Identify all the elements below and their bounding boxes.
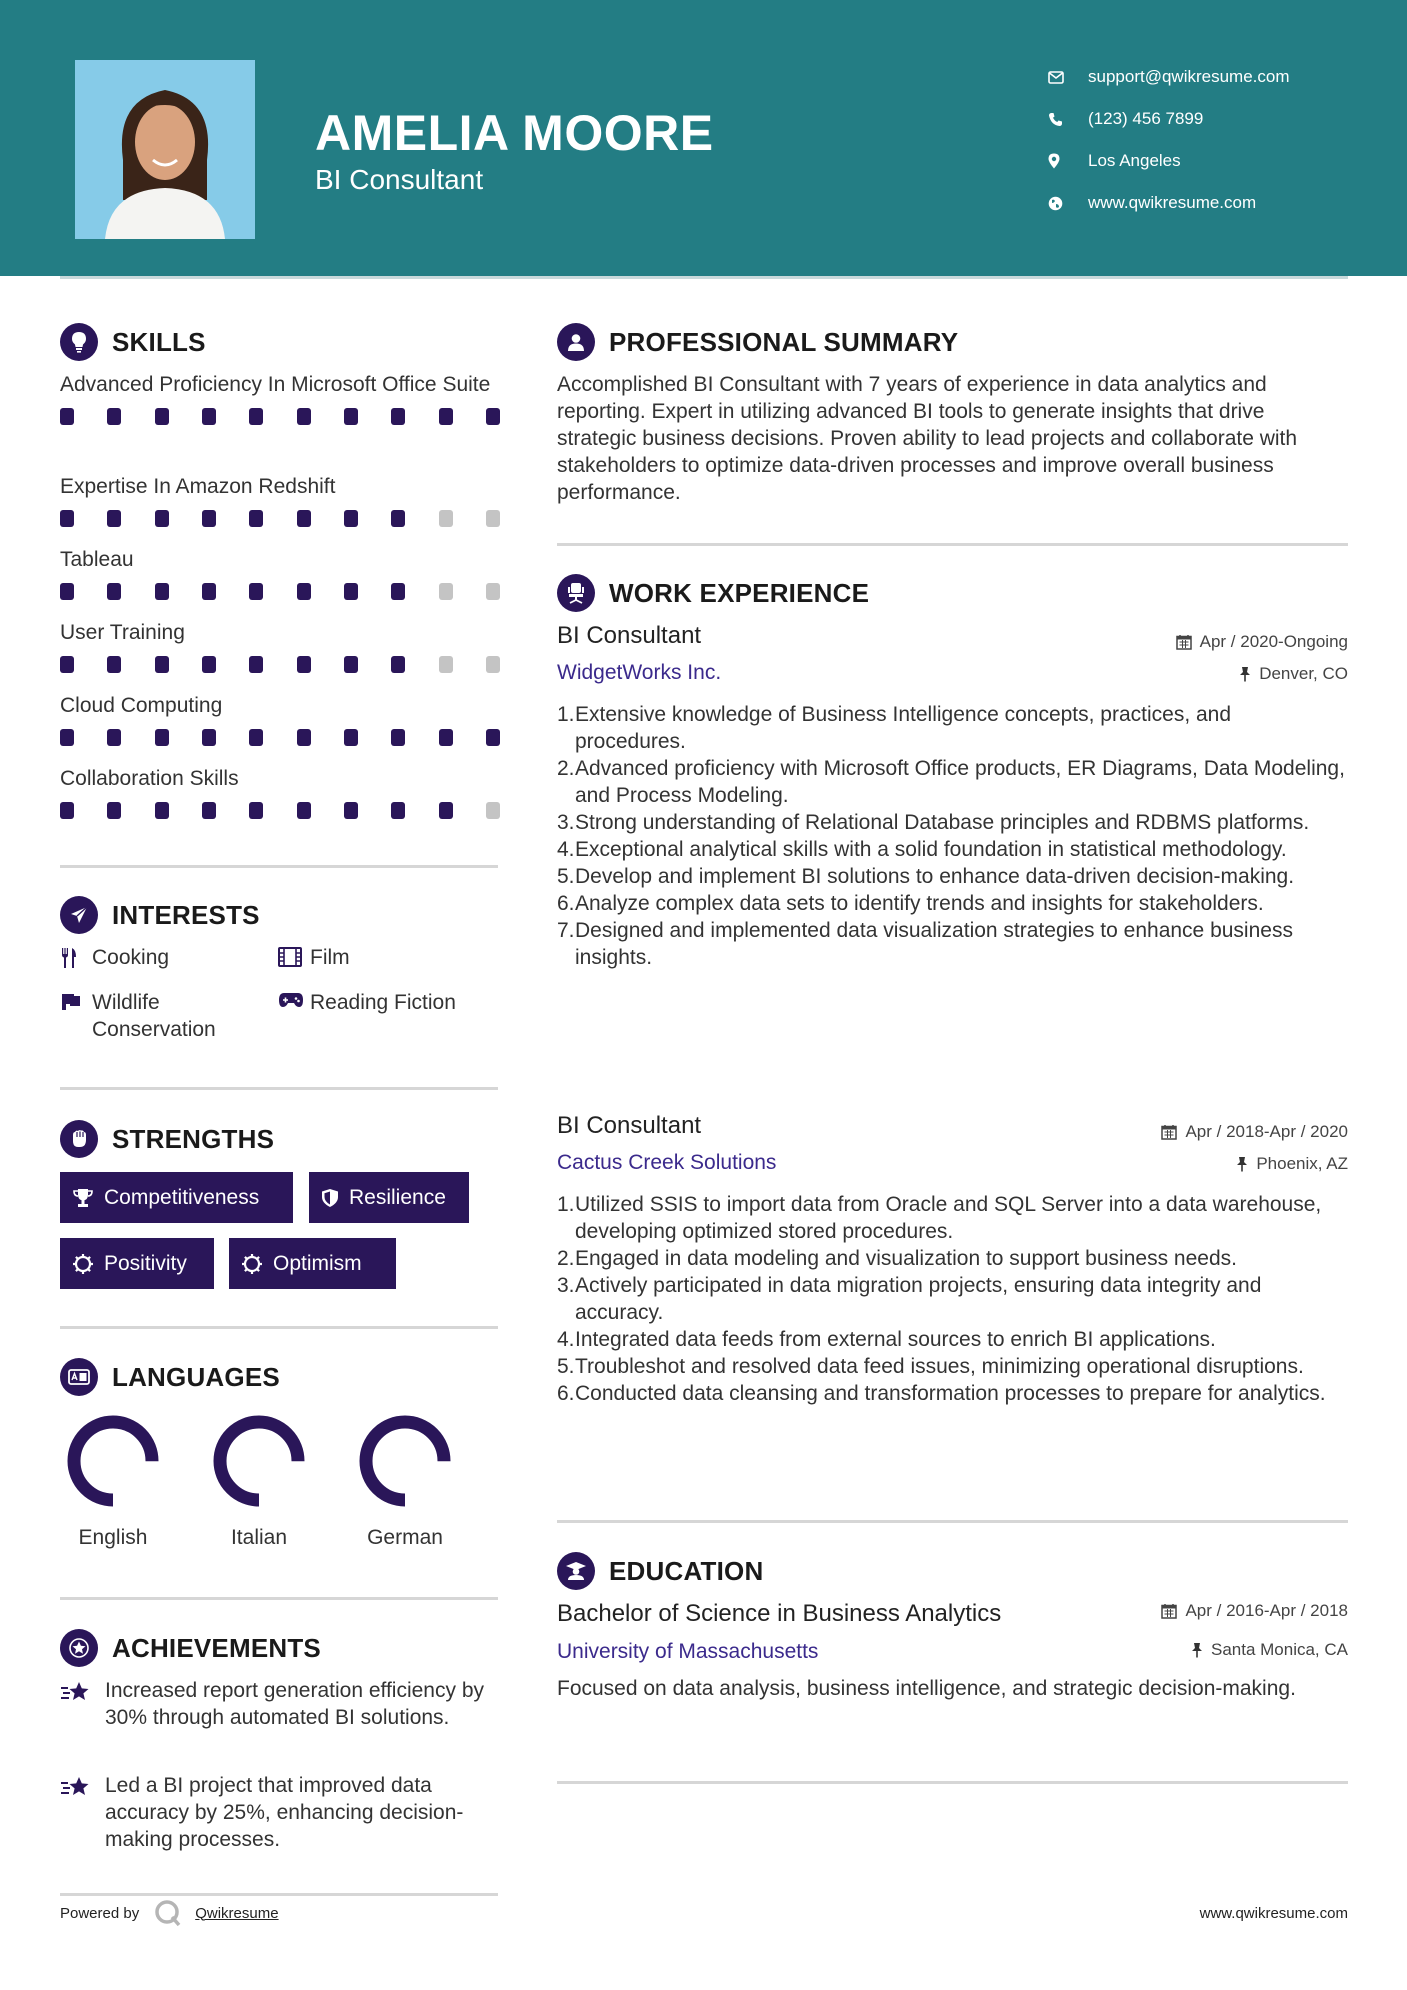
- rating-dot-filled: [297, 802, 311, 819]
- office-chair-icon: [557, 574, 595, 612]
- qwikresume-link[interactable]: Qwikresume: [195, 1904, 279, 1922]
- strength-label: Positivity: [104, 1251, 187, 1275]
- strength-label: Optimism: [273, 1251, 362, 1275]
- footer-powered-by: [60, 1898, 279, 1928]
- skill-rating: [60, 729, 500, 746]
- shield-icon: [321, 1188, 339, 1208]
- job-dates-text: Apr / 2020-Ongoing: [1199, 632, 1348, 651]
- calendar-icon: [1161, 1603, 1177, 1619]
- rating-dot-filled: [344, 583, 358, 600]
- achievement-item: [60, 1772, 500, 1853]
- contact-list: [1048, 56, 1378, 224]
- gamepad-icon: [278, 989, 310, 1008]
- job-responsibilities: [557, 701, 1347, 971]
- contact-phone[interactable]: [1048, 98, 1378, 140]
- phone-icon: [1048, 112, 1088, 127]
- language-item: [43, 1411, 183, 1550]
- languages-heading: [60, 1358, 280, 1396]
- contact-location-text: Los Angeles: [1088, 151, 1181, 170]
- rating-dot-empty: [486, 583, 500, 600]
- language-level-ring: [209, 1411, 309, 1511]
- contact-location: [1048, 140, 1378, 182]
- language-label: Italian: [230, 1526, 288, 1549]
- education-dates: [1161, 1601, 1348, 1621]
- list-item: 7. Designed and implemented data visualization strategies to enhance business insights.: [557, 919, 1293, 969]
- section-divider: [557, 543, 1348, 546]
- rating-dot-filled: [344, 802, 358, 819]
- rating-dot-filled: [107, 656, 121, 673]
- company-name[interactable]: Cactus Creek Solutions: [557, 1151, 777, 1174]
- globe-icon: [1048, 196, 1088, 211]
- rating-dot-filled: [391, 510, 405, 527]
- rating-dot-filled: [249, 729, 263, 746]
- job-dates: [1176, 632, 1348, 652]
- rating-dot-filled: [297, 408, 311, 425]
- list-item: 5. Develop and implement BI solutions to enhance data-driven decision-making.: [557, 865, 1295, 888]
- list-item: 5. Troubleshot and resolved data feed issues, minimizing operational disruptions.: [557, 1355, 1304, 1378]
- education-title: EDUCATION: [609, 1555, 764, 1586]
- company-name[interactable]: WidgetWorks Inc.: [557, 661, 722, 684]
- skill-name: Cloud Computing: [60, 694, 223, 717]
- rating-dot-filled: [60, 583, 74, 600]
- rating-dot-filled: [297, 583, 311, 600]
- fist-icon: [60, 1120, 98, 1158]
- rating-dot-filled: [202, 656, 216, 673]
- rating-dot-filled: [155, 510, 169, 527]
- rating-dot-empty: [439, 510, 453, 527]
- strength-tag: [309, 1172, 469, 1223]
- rating-dot-filled: [297, 510, 311, 527]
- skill-item: [60, 692, 500, 746]
- shooting-star-icon: [60, 1772, 105, 1853]
- rating-dot-filled: [202, 583, 216, 600]
- rating-dot-filled: [391, 802, 405, 819]
- skill-rating: [60, 802, 500, 819]
- experience-heading: [557, 574, 869, 612]
- job-location-text: Denver, CO: [1259, 664, 1348, 683]
- rating-dot-filled: [249, 802, 263, 819]
- achievement-text: Led a BI project that improved data accuracy by 25%, enhancing decision-making processes.: [105, 1774, 464, 1851]
- interest-item: [278, 989, 456, 1016]
- list-item: 3. Actively participated in data migration projects, ensuring data integrity and accuracy.: [557, 1274, 1262, 1324]
- language-level-ring: [63, 1411, 163, 1511]
- interest-item: [60, 944, 169, 971]
- job-location-text: Phoenix, AZ: [1256, 1154, 1348, 1173]
- section-divider: [60, 1087, 498, 1090]
- rating-dot-filled: [249, 583, 263, 600]
- rating-dot-filled: [60, 656, 74, 673]
- list-item: 6. Conducted data cleansing and transformation processes to prepare for analytics.: [557, 1382, 1326, 1405]
- rating-dot-filled: [202, 510, 216, 527]
- list-item: 4. Exceptional analytical skills with a solid foundation in statistical methodology.: [557, 838, 1287, 861]
- skills-heading: [60, 323, 206, 361]
- skill-rating: [60, 510, 500, 527]
- interest-item: [278, 944, 350, 971]
- star-badge-icon: [60, 1629, 98, 1667]
- education-dates-text: Apr / 2016-Apr / 2018: [1185, 1601, 1348, 1620]
- interests-title: INTERESTS: [112, 899, 260, 930]
- language-label: English: [78, 1526, 148, 1549]
- job-title: BI Consultant: [557, 1112, 702, 1139]
- list-item: 2. Advanced proficiency with Microsoft Office products, ER Diagrams, Data Modeling, and Process Modeling.: [557, 757, 1345, 807]
- skill-name: User Training: [60, 621, 185, 644]
- interest-item: [60, 989, 260, 1043]
- section-divider: [60, 1326, 498, 1329]
- powered-by-label: Powered by: [60, 1904, 140, 1922]
- rating-dot-filled: [202, 408, 216, 425]
- contact-website-text: www.qwikresume.com: [1088, 193, 1257, 212]
- rating-dot-filled: [202, 802, 216, 819]
- summary-title: PROFESSIONAL SUMMARY: [609, 326, 959, 357]
- pushpin-icon: [1239, 666, 1251, 682]
- skills-title: SKILLS: [112, 326, 206, 357]
- lightbulb-icon: [60, 323, 98, 361]
- language-level-ring: [355, 1411, 455, 1511]
- achievement-text: Increased report generation efficiency by 30% through automated BI solutions.: [105, 1679, 485, 1729]
- candidate-title: BI Consultant: [315, 164, 484, 195]
- rating-dot-filled: [391, 583, 405, 600]
- language-level-arc: [366, 1422, 444, 1500]
- rating-dot-filled: [155, 583, 169, 600]
- list-item: 6. Analyze complex data sets to identify trends and insights for stakeholders.: [557, 892, 1264, 915]
- rating-dot-filled: [439, 729, 453, 746]
- summary-heading: [557, 323, 958, 361]
- contact-email-text: support@qwikresume.com: [1088, 67, 1290, 86]
- footer-url[interactable]: www.qwikresume.com: [1199, 1905, 1348, 1922]
- rating-dot-filled: [155, 802, 169, 819]
- education-description: Focused on data analysis, business intelligence, and strategic decision-making.: [557, 1677, 1296, 1700]
- achievements-heading: [60, 1629, 321, 1667]
- skill-rating: [60, 408, 500, 425]
- film-icon: [278, 944, 310, 967]
- rating-dot-empty: [439, 656, 453, 673]
- rating-dot-filled: [344, 729, 358, 746]
- rating-dot-filled: [155, 656, 169, 673]
- skill-item: [60, 765, 500, 819]
- gear-icon: [72, 1253, 94, 1275]
- list-item: 2. Engaged in data modeling and visualization to support business needs.: [557, 1247, 1237, 1270]
- profile-photo: [75, 60, 255, 239]
- rating-dot-filled: [155, 408, 169, 425]
- rating-dot-filled: [344, 510, 358, 527]
- language-label: German: [367, 1526, 443, 1549]
- rating-dot-filled: [60, 510, 74, 527]
- contact-phone-text: (123) 456 7899: [1088, 109, 1204, 128]
- rating-dot-filled: [391, 656, 405, 673]
- skill-rating: [60, 656, 500, 673]
- strength-tag: [60, 1172, 293, 1223]
- rating-dot-filled: [107, 408, 121, 425]
- rating-dot-filled: [297, 729, 311, 746]
- summary-text: Accomplished BI Consultant with 7 years of experience in data analytics and reporting. Expert in utilizing advanced BI tools to generate insights that drive strategic business decisions. Proven ability to lead projects and collaborate with stakeholders to optimize data-driven processes and improve overall business performance.: [557, 373, 1298, 504]
- school-name[interactable]: University of Massachusetts: [557, 1640, 819, 1663]
- rating-dot-filled: [107, 510, 121, 527]
- paper-plane-icon: [60, 896, 98, 934]
- rating-dot-empty: [486, 656, 500, 673]
- rating-dot-empty: [439, 583, 453, 600]
- location-pin-icon: [1048, 153, 1088, 169]
- rating-dot-filled: [60, 729, 74, 746]
- strength-tag: [60, 1238, 214, 1289]
- list-item: 1. Utilized SSIS to import data from Oracle and SQL Server into a data warehouse, developing optimized stored procedures.: [557, 1193, 1322, 1243]
- skill-rating: [60, 583, 500, 600]
- language-level-arc: [74, 1422, 152, 1500]
- job-location: [1239, 664, 1348, 684]
- skill-name: Collaboration Skills: [60, 767, 239, 790]
- skill-item: [60, 546, 500, 600]
- resume-header: [0, 0, 1407, 276]
- rating-dot-filled: [107, 802, 121, 819]
- achievements-title: ACHIEVEMENTS: [112, 1632, 321, 1663]
- rating-dot-filled: [391, 729, 405, 746]
- contact-website[interactable]: [1048, 182, 1378, 224]
- rating-dot-filled: [297, 656, 311, 673]
- education-heading: [557, 1552, 763, 1590]
- fork-knife-icon: [60, 944, 92, 969]
- graduate-icon: [557, 1552, 595, 1590]
- section-divider: [60, 865, 498, 868]
- strength-tag: [229, 1238, 396, 1289]
- section-divider: [60, 1597, 498, 1600]
- job-dates-text: Apr / 2018-Apr / 2020: [1185, 1122, 1348, 1141]
- rating-dot-filled: [344, 408, 358, 425]
- rating-dot-filled: [249, 510, 263, 527]
- skill-item: [60, 619, 500, 673]
- rating-dot-filled: [107, 583, 121, 600]
- interests-heading: [60, 896, 260, 934]
- experience-title: WORK EXPERIENCE: [609, 577, 870, 608]
- rating-dot-empty: [486, 510, 500, 527]
- interest-label: Film: [310, 946, 350, 969]
- job-dates: [1161, 1122, 1348, 1142]
- languages-title: LANGUAGES: [112, 1361, 280, 1392]
- list-item: 3. Strong understanding of Relational Database principles and RDBMS platforms.: [557, 811, 1310, 834]
- strengths-title: STRENGTHS: [112, 1123, 275, 1154]
- job-title: BI Consultant: [557, 622, 702, 649]
- language-level-arc: [220, 1422, 298, 1500]
- header-divider: [60, 276, 1348, 279]
- job-location: [1236, 1154, 1348, 1174]
- rating-dot-filled: [439, 408, 453, 425]
- rating-dot-filled: [107, 729, 121, 746]
- rating-dot-filled: [249, 408, 263, 425]
- qwikresume-logo-icon: [153, 1898, 183, 1928]
- rating-dot-filled: [439, 802, 453, 819]
- strength-label: Resilience: [349, 1185, 446, 1209]
- pushpin-icon: [1191, 1642, 1203, 1658]
- calendar-icon: [1176, 634, 1192, 650]
- rating-dot-filled: [486, 729, 500, 746]
- skill-name: Advanced Proficiency In Microsoft Office Suite: [60, 373, 491, 396]
- rating-dot-filled: [202, 729, 216, 746]
- rating-dot-filled: [60, 408, 74, 425]
- interest-label: Wildlife Conservation: [92, 991, 216, 1041]
- rating-dot-filled: [486, 408, 500, 425]
- education-location: [1191, 1640, 1348, 1660]
- envelope-icon: [1048, 71, 1088, 84]
- rating-dot-filled: [60, 802, 74, 819]
- rating-dot-filled: [155, 729, 169, 746]
- language-item: [189, 1411, 329, 1550]
- degree-title: Bachelor of Science in Business Analytics: [557, 1600, 1002, 1627]
- contact-email[interactable]: [1048, 56, 1378, 98]
- strengths-heading: [60, 1120, 274, 1158]
- skill-item: [60, 371, 500, 425]
- rating-dot-filled: [249, 656, 263, 673]
- rating-dot-filled: [344, 656, 358, 673]
- job-responsibilities: [557, 1191, 1347, 1407]
- list-item: 4. Integrated data feeds from external sources to enrich BI applications.: [557, 1328, 1216, 1351]
- calendar-icon: [1161, 1124, 1177, 1140]
- pushpin-icon: [1236, 1156, 1248, 1172]
- language-card-icon: [60, 1358, 98, 1396]
- skill-name: Tableau: [60, 548, 134, 571]
- skill-item: [60, 473, 500, 527]
- rating-dot-filled: [391, 408, 405, 425]
- skill-name: Expertise In Amazon Redshift: [60, 475, 336, 498]
- list-item: 1. Extensive knowledge of Business Intelligence concepts, practices, and procedures.: [557, 703, 1232, 753]
- section-divider: [60, 1893, 498, 1896]
- user-icon: [557, 323, 595, 361]
- trophy-icon: [72, 1188, 94, 1208]
- interest-label: Reading Fiction: [310, 991, 456, 1014]
- gear-icon: [241, 1253, 263, 1275]
- section-divider: [557, 1520, 1348, 1523]
- strength-label: Competitiveness: [104, 1185, 260, 1209]
- achievement-item: [60, 1677, 500, 1731]
- shooting-star-icon: [60, 1677, 105, 1731]
- candidate-name: AMELIA MOORE: [315, 105, 714, 161]
- interest-label: Cooking: [92, 946, 170, 969]
- language-item: [335, 1411, 475, 1550]
- education-location-text: Santa Monica, CA: [1210, 1640, 1348, 1659]
- section-divider: [557, 1781, 1348, 1784]
- flag-icon: [60, 989, 92, 1012]
- rating-dot-empty: [486, 802, 500, 819]
